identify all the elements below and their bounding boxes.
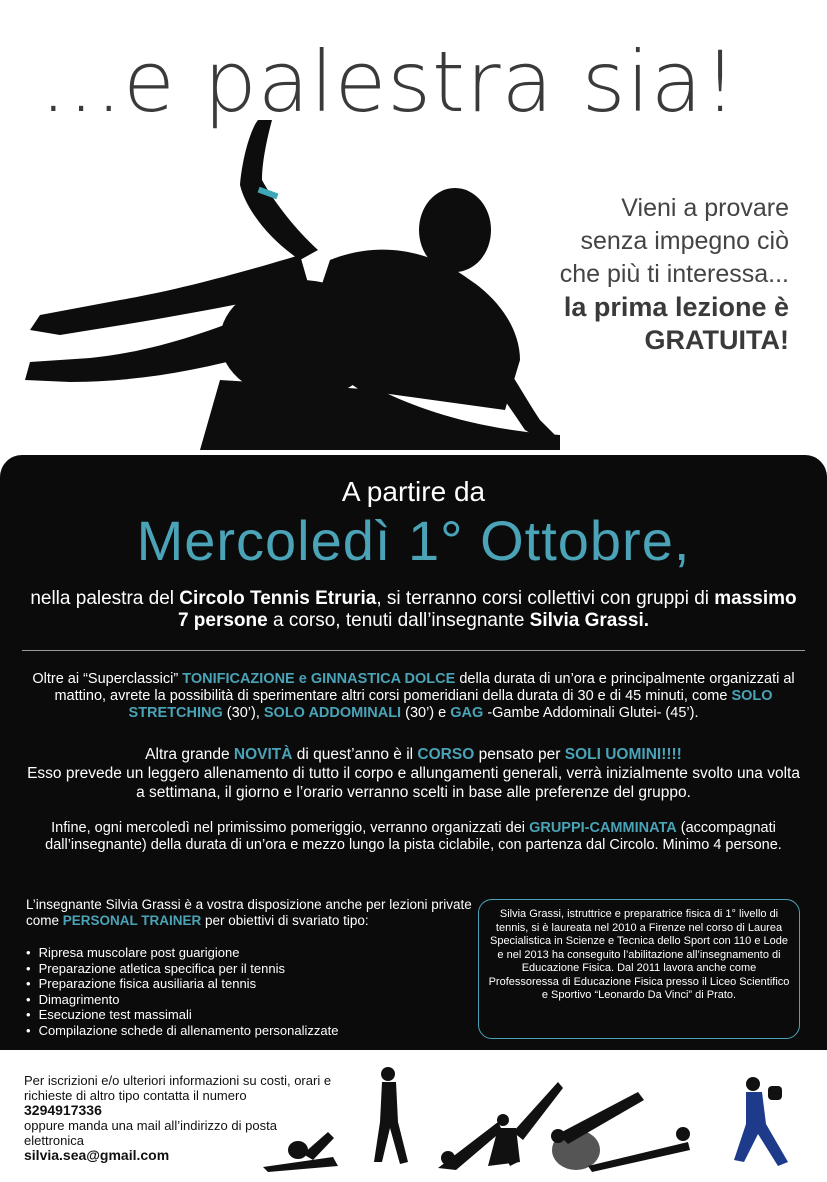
objectives-list — [26, 945, 456, 1038]
highlight: PERSONAL TRAINER — [62, 913, 202, 928]
list-item: • Esecuzione test massimali — [26, 1007, 456, 1023]
highlight: NOVITÀ — [233, 746, 293, 763]
exercise-silhouettes-image — [258, 1062, 818, 1174]
highlight: SOLI UOMINI!!!! — [564, 746, 682, 763]
email-address[interactable]: silvia.sea@gmail.com — [24, 1147, 170, 1163]
start-date: Mercoledì 1° Ottobre, — [136, 509, 691, 572]
tagline-line: senza impegno ciò — [580, 227, 789, 255]
list-item: • Compilazione schede di allenamento personalizzate — [26, 1023, 456, 1039]
text: (30’), — [222, 705, 264, 721]
list-item: • Dimagrimento — [26, 992, 456, 1008]
teacher-name: Silvia Grassi. — [529, 610, 650, 631]
text: della durata di un’ora e principalmente organizzati al mattino, avrete la possibilità di sperimentare altri corsi pomeridiani della durata di 30 e di 45 minuti, come — [54, 671, 795, 704]
text: nella palestra del — [30, 588, 180, 609]
group-size: massimo 7 persone — [177, 588, 797, 631]
intro-text — [30, 588, 797, 632]
text: , si terranno corsi collettivi con gruppi di — [376, 588, 715, 609]
text: Esso prevede un leggero allenamento di tutto il corpo e allungamenti generali, verrà inizialmente svolto una volta a settimana, il giorno e l’orario verranno scelti in base alle preferenze del gruppo. — [27, 765, 800, 801]
highlight: SOLO STRETCHING — [128, 688, 773, 721]
teacher-bio: Silvia Grassi, istruttrice e preparatrice fisica di 1° livello di tennis, si è laureata nel 2010 a Firenze nel corso di Laurea Specialistica in Scienze e Tecnica dello Sport con 110 e Lode e nel 2013 ha conseguito l’abilitazione all’insegnamento di Educazione Fisica. Dal 2011 lavora anche come Professoressa di Educazione Fisica presso il Liceo Scientifico e Sportivo “Leonardo Da Vinci” di Prato. — [478, 899, 800, 1039]
text: di quest’anno è il — [292, 746, 418, 763]
list-item: • Ripresa muscolare post guarigione — [26, 945, 456, 961]
page-title: ...e palestra sia! — [40, 33, 738, 131]
text: pensato per — [474, 746, 565, 763]
text: -Gambe Addominali Glutei- (45’). — [483, 705, 699, 721]
text: (accompagnati dall’insegnante) della durata di un’ora e mezzo lungo la pista ciclabile, con partenza dal Circolo. Minimo 4 persone. — [45, 820, 782, 853]
text: (30’) e — [401, 705, 451, 721]
highlight: GRUPPI-CAMMINATA — [529, 820, 677, 836]
text: Oltre ai “Superclassici” — [32, 671, 183, 687]
tagline-line: che più ti interessa... — [559, 260, 789, 288]
personal-trainer-text — [26, 897, 486, 929]
text: per obiettivi di svariato tipo: — [201, 913, 369, 928]
highlight: CORSO — [417, 746, 475, 763]
contact-text: oppure manda una mail all’indirizzo di posta elettronica — [24, 1118, 277, 1148]
courses-paragraph — [26, 671, 801, 722]
highlight: TONIFICAZIONE e GINNASTICA DOLCE — [182, 671, 456, 687]
club-name: Circolo Tennis Etruria — [179, 588, 377, 609]
phone-number[interactable]: 3294917336 — [24, 1102, 102, 1118]
highlight: SOLO ADDOMINALI — [263, 705, 402, 721]
tagline-bold: GRATUITA! — [644, 325, 789, 355]
text: L’insegnante Silvia Grassi è a vostra disposizione anche per lezioni private come — [26, 897, 472, 928]
men-course-paragraph — [26, 745, 801, 802]
text: Altra grande — [145, 746, 234, 763]
starting-label: A partire da — [341, 476, 486, 507]
tagline-line: Vieni a provare — [621, 194, 789, 222]
contact-text: Per iscrizioni e/o ulteriori informazioni su costi, orari e richieste di altro tipo contatta il numero — [24, 1073, 332, 1103]
tagline — [560, 192, 789, 357]
highlight: GAG — [450, 705, 484, 721]
text: a corso, tenuti dall’insegnante — [267, 610, 530, 631]
divider — [22, 650, 805, 651]
list-item: • Preparazione fisica ausiliaria al tennis — [26, 976, 456, 992]
tagline-bold: la prima lezione è — [563, 292, 789, 322]
list-item: • Preparazione atletica specifica per il tennis — [26, 961, 456, 977]
walking-group-paragraph — [26, 820, 801, 854]
text: Infine, ogni mercoledì nel primissimo pomeriggio, verranno organizzati dei — [51, 820, 530, 836]
